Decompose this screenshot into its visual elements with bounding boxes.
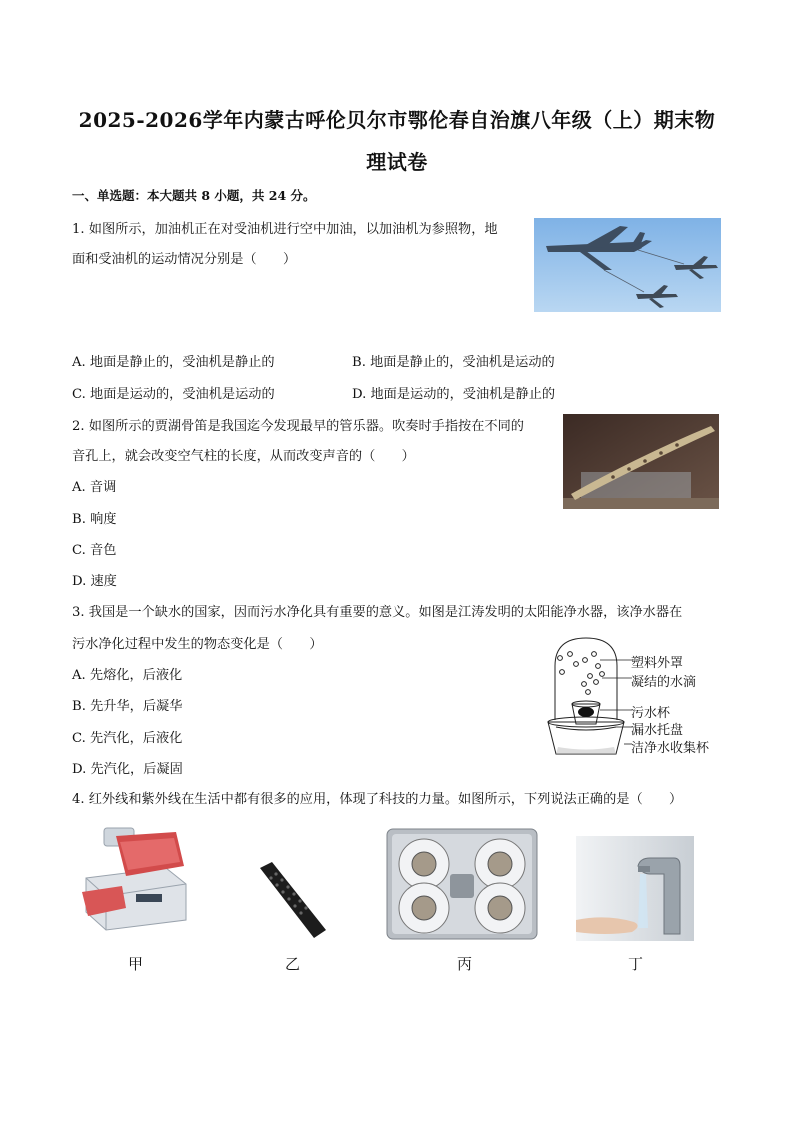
q2-stem-line1: 2. 如图所示的贾湖骨笛是我国迄今发现最早的管乐器。吹奏时手指按在不同的 <box>72 419 524 434</box>
q1-option-a: A. 地面是静止的，受油机是静止的 <box>72 355 275 370</box>
q3-option-b: B. 先升华，后凝华 <box>72 699 183 714</box>
q3-option-a: A. 先熔化，后液化 <box>72 668 183 683</box>
q2-option-d: D. 速度 <box>72 574 117 589</box>
q2-option-a: A. 音调 <box>72 480 117 495</box>
caption-jia: 甲 <box>128 955 144 973</box>
q3-option-d: D. 先汽化，后凝固 <box>72 762 183 777</box>
label-dirty-water-cup: 污水杯 <box>631 706 671 721</box>
q2-option-b: B. 响度 <box>72 512 117 527</box>
q2-bone-flute-image <box>563 414 719 509</box>
q3-option-c: C. 先汽化，后液化 <box>72 731 183 746</box>
remote-control-image <box>256 860 328 942</box>
q1-stem-line2: 面和受油机的运动情况分别是（ ） <box>72 252 297 267</box>
label-plastic-cover: 塑料外罩 <box>631 656 684 671</box>
exam-title-line2: 理试卷 <box>366 150 428 174</box>
q3-water-purifier-diagram <box>540 632 640 762</box>
caption-bing: 丙 <box>457 955 473 973</box>
q1-option-d: D. 地面是运动的，受油机是静止的 <box>352 387 556 402</box>
q2-option-c: C. 音色 <box>72 543 117 558</box>
bath-heater-image <box>386 828 538 940</box>
q1-option-b: B. 地面是静止的，受油机是运动的 <box>352 355 555 370</box>
q1-stem-line1: 1. 如图所示，加油机正在对受油机进行空中加油，以加油机为参照物，地 <box>72 222 498 237</box>
q1-refueling-image <box>534 218 721 312</box>
section-heading: 一、单选题：本大题共 8 小题，共 24 分。 <box>72 188 316 203</box>
money-counter-image <box>76 822 194 934</box>
q3-stem-line1: 3. 我国是一个缺水的国家，因而污水净化具有重要的意义。如图是江涛发明的太阳能净水器，该净水器在 <box>72 605 683 620</box>
label-condensed-droplets: 凝结的水滴 <box>631 675 697 690</box>
caption-yi: 乙 <box>285 955 301 973</box>
money-counter-icon <box>82 828 186 930</box>
sensor-faucet-image <box>576 836 694 941</box>
exam-title-line1: 2025-2026学年内蒙古呼伦贝尔市鄂伦春自治旗八年级（上）期末物 <box>78 108 716 132</box>
label-clean-water-cup: 洁净水收集杯 <box>631 741 710 756</box>
q3-stem-line2: 污水净化过程中发生的物态变化是（ ） <box>72 637 323 652</box>
remote-control-icon <box>260 862 326 938</box>
caption-ding: 丁 <box>628 955 644 973</box>
q4-stem-line1: 4. 红外线和紫外线在生活中都有很多的应用，体现了科技的力量。如图所示，下列说法正确的是（ ） <box>72 792 683 807</box>
label-drip-tray: 漏水托盘 <box>631 723 684 738</box>
heat-lamp-icon <box>387 829 537 939</box>
q1-option-c: C. 地面是运动的，受油机是运动的 <box>72 387 275 402</box>
q2-stem-line2: 音孔上，就会改变空气柱的长度，从而改变声音的（ ） <box>72 449 415 464</box>
